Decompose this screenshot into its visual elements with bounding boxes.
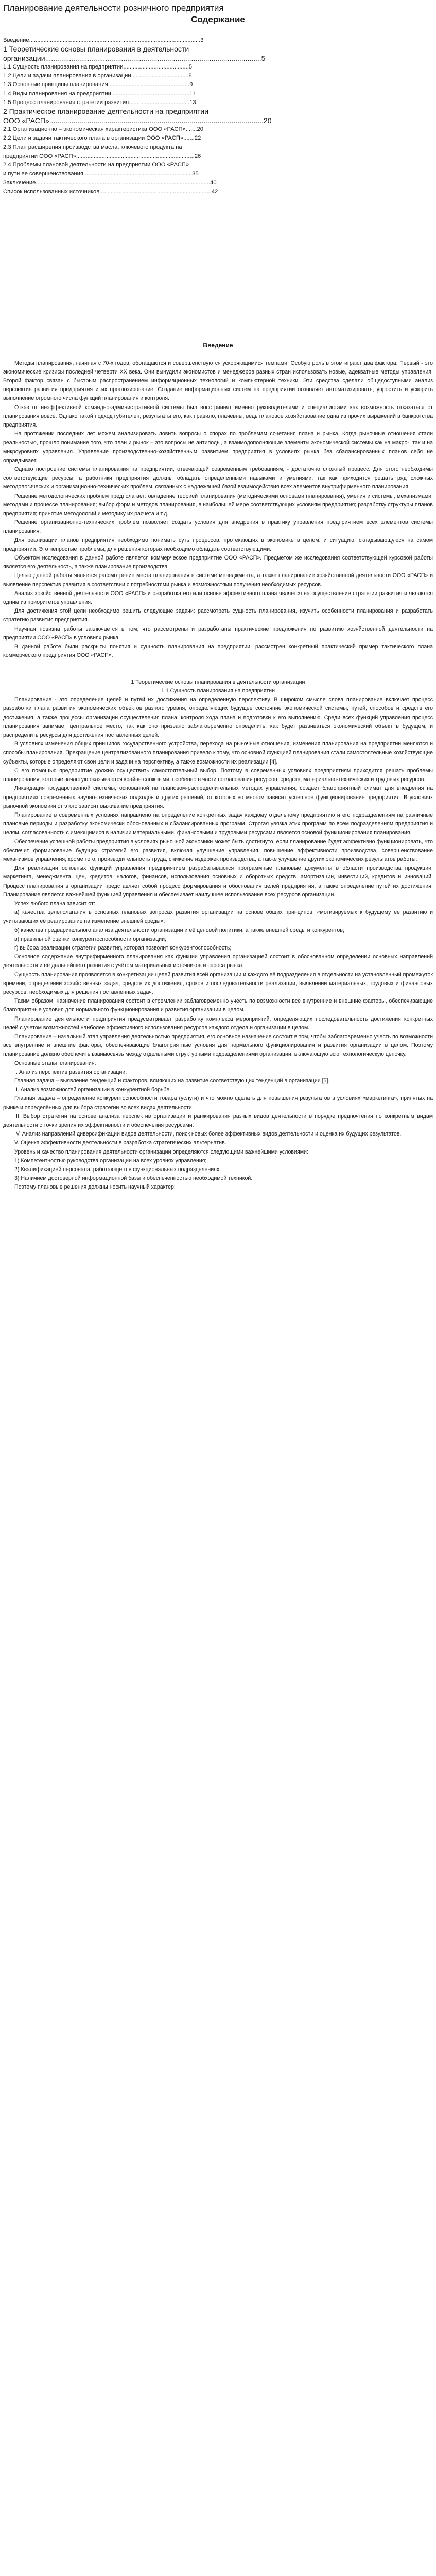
chapter-1-paragraph: IV. Анализ направлений диверсификации видов деятельности, поиск новых более эффективных видов деятельности и оценка их будущих результатов. <box>14 1131 402 1138</box>
intro-paragraph: Однако построение системы планирования на предприятии, отвечающей современным требованиям, - достаточно сложный процесс. Для этого необходимы соответствующие ресурсы, а работники предприятия должны обладать определенными навыками и умениями, так как приходится решать ряд сложных методологических и организационно-технических проблем, связанных с надлежащей базой взаимодействия всех элементов внутрифирменного планирования. <box>3 466 433 490</box>
table-of-contents <box>3 36 433 196</box>
intro-paragraph: Для реализации планов предприятия необходимо понимать суть процессов, протекающих в экономике в целом, и ситуацию, складывающуюся на самом предприятии. Это непростые проблемы, для решения которых необходимо обладать соответствующими. <box>3 537 433 552</box>
intro-paragraph: Отказ от неэффективной командно-административной системы был восстриинят именно руководителями и специалистами как возможность отказаться от планирования вовсе. Однако такой подход губителен, результаты его, как правило, плачевны, ведь плановое хозяйствование одна из прочих выражений в банкротства предприятия. <box>3 404 433 428</box>
toc-line: предприятии ООО «РАСП»..........................................................................26 <box>3 152 201 159</box>
chapter-1-paragraph: Сущность планирования проявляется в конкретизации целей развития всей организации и каждого её подразделения в отдельности на установленный промежуток времени, определении хозяйственных задач, средств их достижения, сроков и последовательности реализации, выявлении материальных, трудовых и финансовых ресурсов, необходимых для решения поставленных задач. <box>3 971 433 995</box>
intro-paragraph: Научная новизна работы заключается в том, что рассмотрены и разработаны практические предложения по развитию хозяйственной деятельности на предприятии ООО «РАСП» в условиях рынка. <box>3 625 433 641</box>
toc-line: Введение...........................................................................................................3 <box>3 37 204 43</box>
document-title: Планирование деятельности розничного предприятия <box>3 3 224 13</box>
intro-paragraph: Целью данной работы является рассмотрение места планирования в системе менеджмента, а также планирование хозяйственной деятельности ООО «РАСП» и выявление перспектив развития в соответствии с потребностями рынка и возможностями получения необходимых ресурсов. <box>3 572 433 588</box>
intro-paragraph: Объектом исследования в данной работе является коммерческое предприятие ООО «РАСП». Предметом же исследования соответствующей курсовой работы является его деятельность, а также планирование производства. <box>3 555 433 570</box>
chapter-1-paragraph: Планирование - это определение целей и путей их достижения на определенную перспективу. В широком смысле слова планирование включает процесс разработки плана развития экономических объектов разного уровня, определяющих будущее состояние экономической системы, путей, способов и средств его достижения, а также процессы организации осуществления плана, контроля хода плана и подготовки к его выполнению. Среди всех функций управления процесс планирования занимает центральное место, так как оно призвано заблаговременно определить, как будет развиваться экономический объект в будущем, и распределить ресурсы для достижения поставленных целей. <box>3 697 433 739</box>
chapter-1-paragraph: Основное содержание внутрифирменного планирования как функции управления организацией состоит в обоснованном определении основных направлений деятельности и её дальнейшего развития с учётом материальных источников и спроса рынка. <box>3 954 433 969</box>
toc-line: 1.2 Цели и задачи планирования в организации....................................8 <box>3 73 192 79</box>
chapter-1-paragraph: Основные этапы планирования: <box>14 1060 96 1066</box>
chapter-1-paragraph: а) качества целеполагания в основных плановых вопросах развития организации на основе общих принципов, «мотивируемых к будущему ее развитию и учитывающих её реагирование на изменение внешней среды»; <box>3 909 433 925</box>
toc-line: 1.5 Процесс планирования стратегии развития......................................13 <box>3 99 196 106</box>
toc-line: 2.3 План расширения производства масла, ключевого продукта на <box>3 144 182 150</box>
chapter-1-paragraph: г) выбора реализации стратегии развития, которая позволит конкурентоспособность; <box>14 944 232 951</box>
intro-paragraph: Методы планирования, начиная с 70-х годов, обогащаются и совершенствуются ускоряющимися темпами. Особую роль в этом играют два фактора. Первый - это экономические кризисы последней четверти XX века. Они вынудили экономистов и менеджеров разных стран использовать новые, адекватные методы управления. Второй фактор связан с быстрым распространением информационных технологий и компьютерной техники. Эти средства сделали общедоступными анализ перспектив развития предприятия и их прогнозирование. Создание информационных систем на предприятии позволяет автоматизировать, упростить и ускорить выполнение огромного числа функций планирования и контроля. <box>3 360 433 402</box>
chapter-1-paragraph: 2) Квалификацией персонала, работающего в функциональных подразделениях; <box>14 1166 221 1173</box>
section-1-1-heading: 1.1 Сущность планирования на предприятии <box>161 688 275 694</box>
toc-line: 1.3 Основные принципы планирования...................................................9 <box>3 81 193 88</box>
chapter-1-paragraph: Таким образом, назначение планирования состоит в стремлении заблаговременно учесть по возможности все внутренние и внешние факторы, обеспечивающие благоприятные условия для нормального функционирования и развития организации в целом. <box>3 998 433 1013</box>
chapter-1-paragraph: Успех любого плана зависит от: <box>14 900 95 907</box>
chapter-1-paragraph: Главная задача – определение конкурентоспособности товара (услуги) и что можно сделать для повышения результатов в условиях «маркетинга», принятых на рынке и определённых для выбора стратегии во всех видах деятельности. <box>3 1095 433 1111</box>
chapter-1-paragraph: Поэтому плановые решения должны носить научный характер: <box>14 1184 176 1191</box>
toc-line: 1.4 Виды планирования на предприятии.................................................11 <box>3 90 196 97</box>
toc-line: 2 Практическое планирование деятельности на предприятии <box>3 107 209 116</box>
intro-paragraph: На протяжении последних лет можем анализировать ловить вопросы о спорах по проблемам сочетания плана и рынка. Когда рыночные отношения стали реальностью, прошло понимание того, что план и рынок – это вопросы не антиподы, а взаимодополняющие элементы экономической системы как на макро-, так и на микроуровнях управления. Управление производственно-хозяйственным развитием предприятия в условиях рынка без сбалансированных планов себя не оправдывает. <box>3 431 433 464</box>
intro-section <box>3 359 433 660</box>
toc-line: 1.1 Сущность планирования на предприятии.........................................5 <box>3 63 193 70</box>
toc-line: 2.2 Цели и задачи тактического плана в организации ООО «РАСП».......22 <box>3 135 201 142</box>
chapter-1-paragraph: 3) Наличием достоверной информационной базы и обеспеченностью необходимой техникой. <box>14 1175 253 1182</box>
chapter-1-paragraph: I. Анализ перспектив развития организации. <box>14 1069 127 1075</box>
chapter-1-paragraph: С его помощью предприятие должно осуществить самостоятельный выбор. Поэтому в современных условиях предприятиям приходится решать проблемы планирования, которые зачастую оказываются крайне сложными, особенно в части согласования ресурсов, средств, материально-технических и трудовых ресурсов. <box>3 767 433 783</box>
chapter-1-paragraph: В условиях изменения общих принципов государственного устройства, перехода на рыночные отношения, изменения планирования на предприятии меняются и способы планирования. Прекращение централизованного планирования привело к тому, что основной функцией планирования стали самостоятельные хозяйствующие субъекты, которые определяют свои цели и задачи на перспективу, а также возможности их реализации [4]. <box>3 741 433 765</box>
chapter-1-paragraph: б) качества предварительного анализа деятельности организации и её ценовой политики, а также внешней среды и конкурентов; <box>14 927 344 934</box>
chapter-1-paragraph: Планирование – начальный этап управления деятельностью предприятия, его основное назначение состоит в том, чтобы заблаговременно учесть по возможности все внутренние и внешние факторы, обеспечивающие благоприятные условия для нормального функционирования и развития организации в целом. Поэтому планирование должно обеспечить взаимосвязь между отдельными структурными подразделениями организации, включающую всю технологическую цепочку. <box>3 1033 433 1058</box>
intro-paragraph: Для достижения этой цели необходимо решить следующие задачи: рассмотреть сущность планирования, изучить особенности планирования и разработать стратегию развития предприятия. <box>3 608 433 623</box>
chapter-1-paragraph: V. Оценка эффективности деятельности в разработка стратегических альтернатив. <box>14 1140 226 1146</box>
chapter-1-heading: 1 Теоретические основы планирования в деятельности организации <box>131 679 305 685</box>
chapter-1-paragraph: 1) Компетентностью руководства организации на всех уровнях управления; <box>14 1157 207 1164</box>
chapter-1-paragraph: Ликвидация государственной системы, основанной на плановом-распределительных методах управления, создает благоприятный климат для внедрения на предприятиях современных научно-технических подходов и других решений, от которых во многом зависит успешное функционирование предприятия. В условиях рыночной экономики от этого зависит выживание предприятия. <box>3 785 433 809</box>
chapter-1-paragraph: III. Выбор стратегии на основе анализа перспектив организации и ранжирования разных видов деятельности в порядке предпочтения по конкретным видам деятельности с точки зрения их эффективности и обеспечения ресурсами. <box>3 1113 433 1129</box>
intro-paragraph: Решение методологических проблем предполагает: овладение теорией планирования (методическими основами планирования), умения и системы, механизмами, методами и процессе планирования; выбор форм и методов планирования, в наибольшей мере соответствующих условиям предприятия; разработку структуры планов предприятия; принятие методологий и методику их расчета и т.д. <box>3 493 433 517</box>
toc-line: Список использованных источников......................................................................42 <box>3 189 218 195</box>
document-body <box>3 332 433 2576</box>
chapter-1-paragraph: Обеспечение успешной работы предприятия в условиях рыночной экономики может быть достигнуто, если планирование будет эффективно функционировать, что обеспечит формирование будущих стратегий его развития, включая улучшение управления, повышение эффективности производства, совершенствование механизмов управления; кроме того, производительность труда, снижение издержек производства, а также улучшение других экономических результатов работы. <box>3 838 433 862</box>
chapter-1-paragraph: в) правильной оценки конкурентоспособности организации; <box>14 936 166 942</box>
intro-paragraph: В данной работе были раскрыты понятия и сущность планирования на предприятии, рассмотрен конкретный практический пример тактического плана коммерческого предприятия ООО «РАСП». <box>3 643 433 659</box>
intro-heading: Введение <box>203 342 233 349</box>
toc-line: и пути ее совершенствования....................................................................35 <box>3 171 199 177</box>
chapter-1-paragraph: Уровень и качество планирования деятельности организации определяются следующими важнейшими условиями: <box>14 1148 308 1155</box>
toc-line: 1 Теоретические основы планирования в деятельности <box>3 45 189 54</box>
toc-line: ООО «РАСП»...........................................................................................................20 <box>3 116 272 125</box>
toc-line: 2.4 Проблемы плановой деятельности на предприятии ООО «РАСП» <box>3 162 189 168</box>
chapter-1-paragraph: Для реализации основных функций управления предприятием разрабатываются программные плановые документы в области производства продукции, маркетинга, менеджмента, цен, кредитов, налогов, финансов, использования основных и оборотных средств, амортизации, инвестиций, кредитов и инноваций. Процесс планирования в организации представляет собой процесс формирования и обоснования целей предприятия, а также определение путей их достижения. Планирование является важнейшей функцией управления и обеспечивает наилучшее использование всех ресурсов организации. <box>3 865 433 898</box>
toc-line: организации............................................................................................................5 <box>3 54 266 62</box>
contents-heading: Содержание <box>191 14 245 24</box>
intro-paragraph: Анализ хозяйственной деятельности ООО «РАСП» и разработка его или основе эффективного плана является на осуществление стратегии развития и являются одним из приоритетов управления. <box>3 590 433 606</box>
chapter-1-paragraph: II. Анализ возможностей организации в конкурентной борьбе. <box>14 1087 171 1093</box>
chapter-1-paragraph: Планирование деятельности предприятия предусматривает разработку комплекса мероприятий, определяющих последовательность достижения конкретных целей с учетом возможностей наиболее эффективного использования ресурсов каждого отдела и организации в целом. <box>3 1015 433 1031</box>
toc-line: 2.1 Организационно – экономическая характеристика ООО «РАСП».......20 <box>3 126 203 132</box>
chapter-1-section <box>3 696 433 1192</box>
chapter-1-paragraph: Планирование в современных условиях направлено на определение конкретных задач каждому отдельному предприятию и его подразделениям на различные плановые периоды и разработку экономически обоснованных и сбалансированных программ. Строгая увязка этих программ по всем подразделениям предприятия и целям, согласованность с имеющимися в наличии материальными, финансовыми и трудовыми ресурсами является основой функционирования планирования. <box>3 811 433 836</box>
chapter-1-paragraph: Главная задача – выявление тенденций и факторов, влияющих на развитие соответствующих тенденций в организации [5]. <box>14 1078 330 1084</box>
intro-paragraph: Решение организационно-технических проблем позволяет создать условия для внедрения в практику управления предприятием всех элементов системы планирования. <box>3 519 433 535</box>
toc-line: Заключение.............................................................................................................40 <box>3 179 217 186</box>
